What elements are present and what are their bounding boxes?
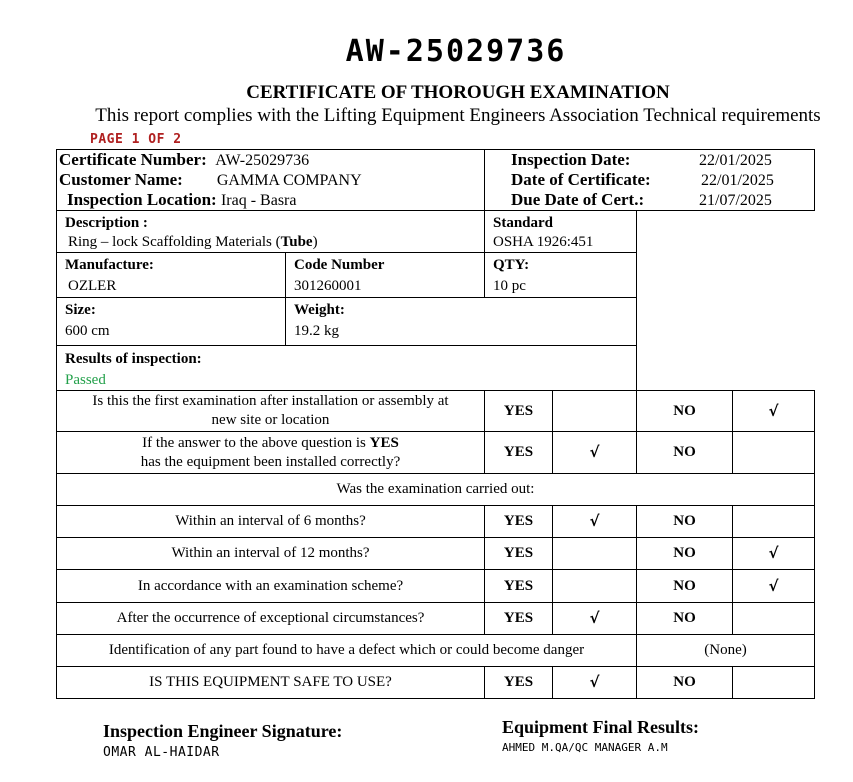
question-text: After the occurrence of exceptional circumstances? <box>57 603 485 635</box>
description-value: Ring – lock Scaffolding Materials (Tube) <box>68 234 318 250</box>
no-label: NO <box>637 570 733 603</box>
question-text: Within an interval of 6 months? <box>57 506 485 538</box>
final-results-label: Equipment Final Results: <box>502 717 700 737</box>
cert-number-label: Certificate Number: <box>59 150 207 169</box>
yes-label: YES <box>485 538 553 570</box>
no-label: NO <box>637 432 733 474</box>
description-cell <box>57 211 485 253</box>
question-row <box>57 603 815 635</box>
defect-answer: (None) <box>637 635 815 667</box>
question-row <box>57 432 815 474</box>
defect-question: Identification of any part found to have a defect which or could become danger <box>57 635 637 667</box>
document-id-heading: AW-25029736 <box>345 34 567 69</box>
results-row <box>57 346 815 391</box>
question-text: Is this the first examination after installation or assembly at new site or location <box>57 391 485 432</box>
no-check-cell: √ <box>733 570 815 603</box>
cert-number-value: AW-25029736 <box>215 152 310 169</box>
no-check-cell: √ <box>733 391 815 432</box>
no-check-cell <box>733 603 815 635</box>
final-results-signatory: AHMED M.QA/QC MANAGER A.M <box>502 741 668 754</box>
description-label: Description : <box>65 215 148 231</box>
engineer-signature-label: Inspection Engineer Signature: <box>103 721 343 741</box>
size-row <box>57 298 815 346</box>
size-cell <box>57 298 286 346</box>
manufacture-label: Manufacture: <box>65 257 154 273</box>
certificate-title: CERTIFICATE OF THOROUGH EXAMINATION <box>246 82 670 103</box>
engineer-name: OMAR AL-HAIDAR <box>103 745 220 760</box>
qty-label: QTY: <box>493 257 530 273</box>
customer-name-value: GAMMA COMPANY <box>216 172 362 189</box>
yes-check-cell: √ <box>553 667 637 699</box>
results-value: Passed <box>65 372 106 388</box>
code-number-cell <box>286 253 485 298</box>
dates-cell <box>485 150 815 211</box>
yes-label: YES <box>485 603 553 635</box>
no-label: NO <box>637 506 733 538</box>
location-label: Inspection Location: <box>67 190 217 209</box>
yes-check-cell <box>553 538 637 570</box>
header-row <box>57 150 815 211</box>
customer-name-label: Customer Name: <box>59 170 183 189</box>
yes-check-cell: √ <box>553 506 637 538</box>
results-label: Results of inspection: <box>65 351 202 367</box>
no-label: NO <box>637 603 733 635</box>
yes-label: YES <box>485 391 553 432</box>
standard-cell <box>485 211 637 253</box>
yes-label: YES <box>485 667 553 699</box>
yes-label: YES <box>485 506 553 538</box>
question-row <box>57 506 815 538</box>
no-check-cell <box>733 506 815 538</box>
results-cell <box>57 346 637 391</box>
qty-cell <box>485 253 637 298</box>
no-label: NO <box>637 538 733 570</box>
weight-value: 19.2 kg <box>294 323 339 339</box>
weight-cell <box>286 298 637 346</box>
qty-value: 10 pc <box>493 278 526 294</box>
customer-info-cell <box>57 150 485 211</box>
no-label: NO <box>637 391 733 432</box>
manufacture-row <box>57 253 815 298</box>
standard-value: OSHA 1926:451 <box>493 234 594 250</box>
certificate-date-label: Date of Certificate: <box>511 170 651 189</box>
no-check-cell: √ <box>733 538 815 570</box>
no-check-cell <box>733 432 815 474</box>
page-indicator: PAGE 1 OF 2 <box>90 132 182 147</box>
location-value: Iraq - Basra <box>220 192 297 209</box>
code-number-value: 301260001 <box>294 278 362 294</box>
exam-header-row <box>57 474 815 506</box>
certificate-date-value: 22/01/2025 <box>701 172 774 189</box>
weight-label: Weight: <box>294 302 345 318</box>
safe-to-use-row <box>57 667 815 699</box>
safe-to-use-question: IS THIS EQUIPMENT SAFE TO USE? <box>57 667 485 699</box>
code-number-label: Code Number <box>294 257 385 273</box>
question-row <box>57 391 815 432</box>
yes-label: YES <box>485 432 553 474</box>
manufacture-cell <box>57 253 286 298</box>
manufacture-value: OZLER <box>68 278 117 294</box>
description-row <box>57 211 815 253</box>
size-value: 600 cm <box>65 323 110 339</box>
yes-check-cell: √ <box>553 603 637 635</box>
exam-header: Was the examination carried out: <box>57 474 815 506</box>
yes-check-cell: √ <box>553 432 637 474</box>
yes-label: YES <box>485 570 553 603</box>
size-label: Size: <box>65 302 96 318</box>
certificate-table <box>56 149 815 699</box>
defect-row <box>57 635 815 667</box>
question-row <box>57 570 815 603</box>
yes-check-cell <box>553 391 637 432</box>
yes-check-cell <box>553 570 637 603</box>
due-date-value: 21/07/2025 <box>699 192 772 209</box>
question-text: If the answer to the above question is YES has the equipment been installed correctly? <box>57 432 485 474</box>
inspection-date-label: Inspection Date: <box>511 150 631 169</box>
question-text: In accordance with an examination scheme? <box>57 570 485 603</box>
standard-label: Standard <box>493 215 554 231</box>
inspection-date-value: 22/01/2025 <box>699 152 772 169</box>
due-date-label: Due Date of Cert.: <box>511 190 645 209</box>
certificate-subtitle: This report complies with the Lifting Equipment Engineers Association Technical requirements <box>95 105 821 126</box>
no-check-cell <box>733 667 815 699</box>
question-text: Within an interval of 12 months? <box>57 538 485 570</box>
no-label: NO <box>637 667 733 699</box>
question-row <box>57 538 815 570</box>
